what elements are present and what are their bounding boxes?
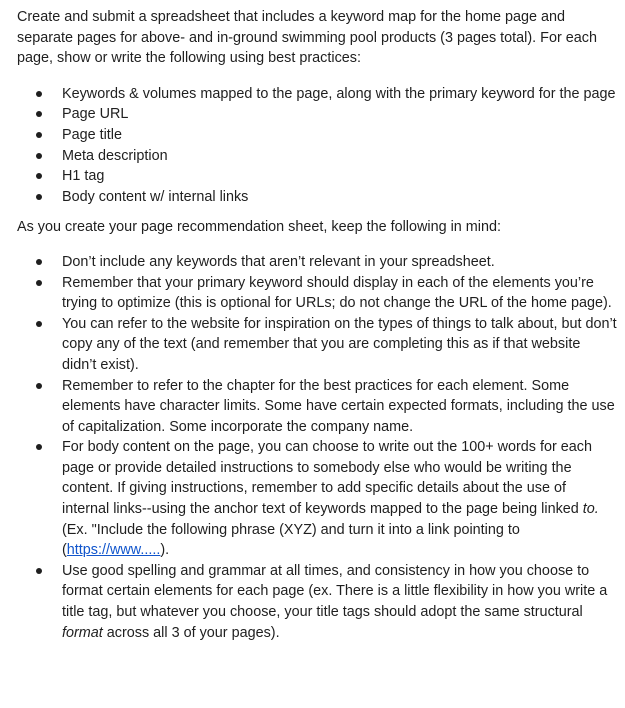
- list-item: Page title: [17, 125, 617, 146]
- bullet-icon: [36, 132, 42, 138]
- list-item: Page URL: [17, 104, 617, 125]
- list-item: Remember that your primary keyword should display in each of the elements you’re trying to optimize (this is optional for URLs; do not change the URL of the home page).: [17, 273, 617, 314]
- bullet-icon: [36, 153, 42, 159]
- bullet-icon: [36, 259, 42, 265]
- bullet-icon: [36, 91, 42, 97]
- list-item: Remember to refer to the chapter for the best practices for each element. Some elements have character limits. Some have certain expected formats, including the use of capitalization. Some incorporate the company name.: [17, 376, 617, 438]
- bullet-icon: [36, 383, 42, 389]
- list-item: For body content on the page, you can choose to write out the 100+ words for each page or provide detailed instructions to somebody else who would be writing the content. If giving instructions, remember to add specific details about the use of internal links--using the anchor text of keywords mapped to the page being linked to. (Ex. "Include the following phrase (XYZ) and turn it into a link pointing to (https://www.....).: [17, 437, 617, 561]
- assignment-document: [17, 7, 617, 643]
- list-item: Body content w/ internal links: [17, 187, 617, 208]
- bullet-icon: [36, 111, 42, 117]
- bullet-icon: [36, 280, 42, 286]
- bullet-icon: [36, 321, 42, 327]
- bullet-icon: [36, 194, 42, 200]
- guidelines-lead-paragraph: As you create your page recommendation sheet, keep the following in mind:: [17, 219, 501, 236]
- list-item: You can refer to the website for inspiration on the types of things to talk about, but don’t copy any of the text (and remember that you are completing this as if that website didn’t exist).: [17, 314, 617, 376]
- list-item: Keywords & volumes mapped to the page, along with the primary keyword for the page: [17, 84, 617, 105]
- bullet-icon: [36, 173, 42, 179]
- list-item: Don’t include any keywords that aren’t relevant in your spreadsheet.: [17, 252, 617, 273]
- list-item: Meta description: [17, 146, 617, 167]
- deliverables-list: [17, 84, 617, 208]
- intro-paragraph: Create and submit a spreadsheet that includes a keyword map for the home page and separate pages for above- and in-ground swimming pool products (3 pages total). For each page, show or write the following using best practices:: [17, 9, 597, 67]
- guidelines-list: [17, 252, 617, 643]
- list-item: H1 tag: [17, 166, 617, 187]
- bullet-icon: [36, 444, 42, 450]
- list-item: Use good spelling and grammar at all times, and consistency in how you choose to format certain elements for each page (ex. There is a little flexibility in how you write a title tag, but whatever you choose, your title tags should adopt the same structural format across all 3 of your pages).: [17, 561, 617, 643]
- bullet-icon: [36, 568, 42, 574]
- example-url-link[interactable]: https://www.....: [66, 542, 161, 559]
